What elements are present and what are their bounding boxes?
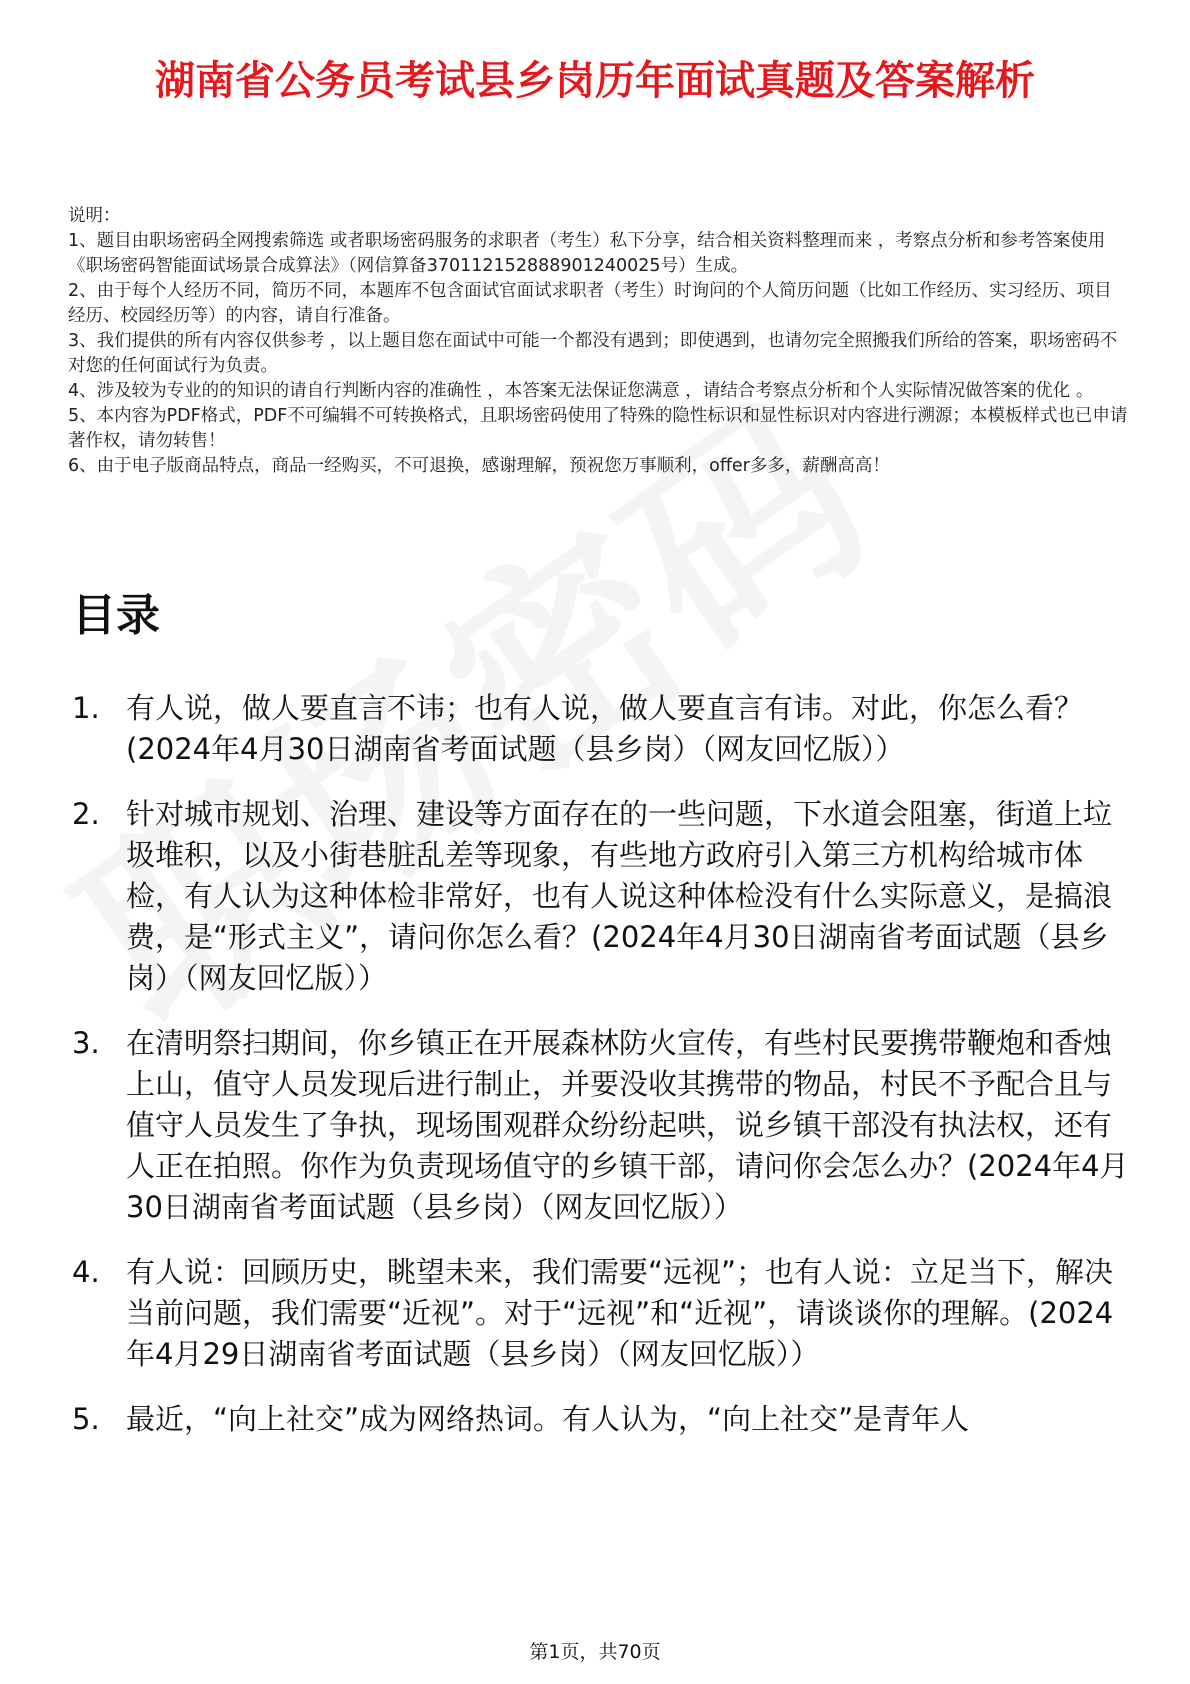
toc-item-text: 针对城市规划、治理、建设等方面存在的一些问题，下水道会阻塞，街道上垃圾堆积，以及小街巷脏乱差等现象，有些地方政府引入第三方机构给城市体检，有人认为这种体检非常好，也有人说这种体检没有什么实际意义，是搞浪费，是“形式主义”，请问你怎么看？(2024年4月30日湖南省考面试题（县乡岗）（网友回忆版）） [126, 797, 1113, 995]
notes-line: 3、我们提供的所有内容仅供参考 ，以上题目您在面试中可能一个都没有遇到；即使遇到，也请勿完全照搬我们所给的答案，职场密码不对您的任何面试行为负责。 [68, 331, 1118, 376]
toc-item[interactable] [72, 794, 1134, 999]
toc-heading: 目录 [72, 590, 160, 641]
toc-item-text: 有人说，做人要直言不讳；也有人说，做人要直言有讳。对此，你怎么看？(2024年4月30日湖南省考面试题（县乡岗）（网友回忆版）） [126, 691, 1084, 766]
toc-item-number: 3. [72, 1026, 100, 1060]
notes-line: 5、本内容为PDF格式，PDF不可编辑不可转换格式，且职场密码使用了特殊的隐性标识和显性标识对内容进行溯源；本模板样式也已申请著作权，请勿转售！ [68, 406, 1128, 451]
notes-section [68, 204, 1128, 479]
toc-item-text: 最近，“向上社交”成为网络热词。有人认为，“向上社交”是青年人 [126, 1402, 970, 1436]
toc-item-number: 5. [72, 1402, 100, 1436]
toc-item-number: 1. [72, 691, 100, 725]
toc-item-number: 4. [72, 1255, 100, 1289]
document-title: 湖南省公务员考试县乡岗历年面试真题及答案解析 [155, 58, 1035, 104]
toc-item[interactable] [72, 1252, 1134, 1375]
toc-item-text: 在清明祭扫期间，你乡镇正在开展森林防火宣传，有些村民要携带鞭炮和香烛上山，值守人员发现后进行制止，并要没收其携带的物品，村民不予配合且与值守人员发生了争执，现场围观群众纷纷起哄，说乡镇干部没有执法权，还有人正在拍照。你作为负责现场值守的乡镇干部，请问你会怎么办？(2024年4月30日湖南省考面试题（县乡岗）（网友回忆版）） [126, 1026, 1129, 1224]
toc-item[interactable] [72, 1023, 1134, 1228]
page-footer: 第1页，共70页 [529, 1641, 661, 1663]
notes-line: 2、由于每个人经历不同，简历不同，本题库不包含面试官面试求职者（考生）时询问的个人简历问题（比如工作经历、实习经历、项目经历、校园经历等）的内容，请自行准备。 [68, 281, 1112, 326]
notes-line: 4、涉及较为专业的的知识的请自行判断内容的准确性 ，本答案无法保证您满意 ，请结合考察点分析和个人实际情况做答案的优化 。 [68, 381, 1094, 401]
notes-line: 6、由于电子版商品特点，商品一经购买，不可退换，感谢理解，预祝您万事顺利，offer多多，薪酬高高！ [68, 456, 890, 476]
toc-item-text: 有人说：回顾历史，眺望未来，我们需要“远视”；也有人说：立足当下，解决当前问题，我们需要“近视”。对于“远视”和“近视”，请谈谈你的理解。(2024年4月29日湖南省考面试题（县乡岗）（网友回忆版）） [126, 1255, 1114, 1371]
toc-item[interactable] [72, 1399, 1134, 1440]
notes-line: 1、题目由职场密码全网搜索筛选 或者职场密码服务的求职者（考生）私下分享，结合相关资料整理而来 ，考察点分析和参考答案使用《职场密码智能面试场景合成算法》（网信算备370112152888901240025号）生成。 [68, 231, 1106, 276]
toc-list [72, 688, 1134, 1440]
toc-item[interactable] [72, 688, 1134, 770]
toc-item-number: 2. [72, 797, 100, 831]
notes-line: 说明： [68, 206, 121, 226]
